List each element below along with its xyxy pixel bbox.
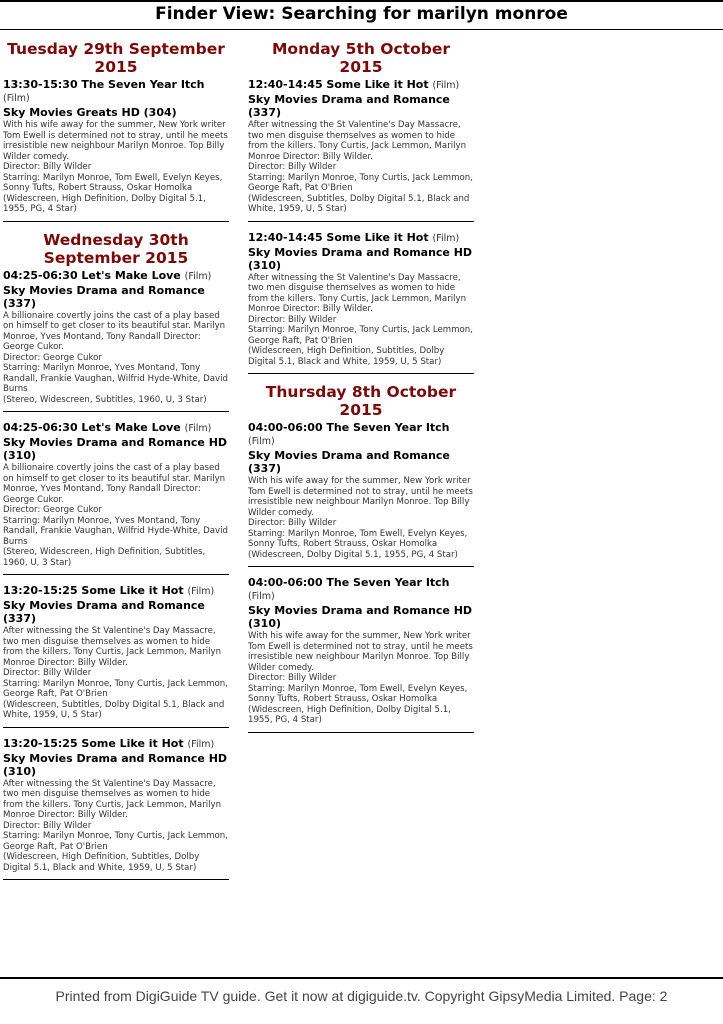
listing-time-title: 04:25-06:30 Let's Make Love — [3, 268, 181, 282]
listing-description — [248, 476, 474, 560]
listing-type: (Film) — [248, 591, 275, 602]
listing-entry — [3, 737, 229, 881]
listing-description — [3, 463, 229, 568]
listing-heading — [248, 78, 474, 92]
day-heading: Tuesday 29th September 2015 — [7, 40, 225, 76]
listing-details: (Widescreen, High Definition, Subtitles, Dolby Digital 5.1, Black and White, 1959, U, 5 Star) — [248, 346, 445, 367]
listing-channel: Sky Movies Drama and Romance HD (310) — [248, 604, 473, 630]
listing-type: (Film) — [187, 586, 215, 597]
listing-type: (Film) — [248, 436, 275, 447]
listing-director: Director: Billy Wilder — [248, 673, 337, 683]
listing-synopsis: A billionaire covertly joins the cast of a play based on himself to get closer to its beautiful star. Marilyn Monroe, Yves Montand, Tony Randall Director: George Cukor. — [3, 463, 226, 505]
page-title: Finder View: Searching for marilyn monroe — [155, 4, 568, 24]
listing-synopsis: After witnessing the St Valentine's Day Massacre, two men disguise themselves as women to hide from the killers. Tony Curtis, Jack Lemmon, Marilyn Monroe Director: Billy Wilder. — [3, 626, 222, 668]
listing-starring: Starring: Marilyn Monroe, Yves Montand, Tony Randall, Frankie Vaughan, Wilfrid Hyde-White, David Burns — [3, 515, 228, 547]
listing-time-title: 12:40-14:45 Some Like it Hot — [248, 78, 429, 91]
listing-type: (Film) — [184, 423, 212, 434]
listing-description — [3, 120, 229, 215]
listing-synopsis: With his wife away for the summer, New York writer Tom Ewell is determined not to stray, until he meets irresistible new neighbour Marilyn Monroe. Top Billy Wilder comedy. — [3, 120, 228, 162]
footer-text: Printed from DigiGuide TV guide. Get it now at digiguide.tv. Copyright GipsyMedia Limited. Page: 2 — [55, 988, 668, 1004]
entry-list — [3, 78, 229, 222]
listing-time-title: 04:00-06:00 The Seven Year Itch — [248, 421, 450, 434]
listing-channel: Sky Movies Drama and Romance HD (310) — [3, 751, 228, 778]
listing-entry — [248, 231, 474, 375]
listing-description — [248, 120, 474, 215]
listing-details: (Widescreen, High Definition, Dolby Digital 5.1, 1955, PG, 4 Star) — [248, 704, 451, 725]
listing-details: (Widescreen, Dolby Digital 5.1, 1955, PG, 4 Star) — [248, 549, 458, 560]
header-rule — [0, 0, 723, 2]
listing-channel: Sky Movies Drama and Romance (337) — [248, 449, 450, 475]
listing-type: (Film) — [3, 93, 30, 104]
listing-channel: Sky Movies Drama and Romance HD (310) — [3, 436, 228, 462]
listing-entry — [3, 584, 229, 728]
listing-details: (Widescreen, High Definition, Subtitles, Dolby Digital 5.1, Black and White, 1959, U, 5 Star) — [3, 852, 200, 873]
listing-time-title: 04:00-06:00 The Seven Year Itch — [248, 576, 450, 589]
listing-starring: Starring: Marilyn Monroe, Tony Curtis, Jack Lemmon, George Raft, Pat O'Brien — [3, 678, 228, 699]
listing-starring: Starring: Marilyn Monroe, Tom Ewell, Evelyn Keyes, Sonny Tufts, Robert Strauss, Oskar Homolka — [248, 683, 468, 704]
listing-director: Director: George Cukor — [3, 505, 102, 515]
listing-entry — [3, 269, 229, 413]
day-section — [248, 383, 474, 733]
day-heading: Monday 5th October 2015 — [272, 40, 450, 76]
listing-starring: Starring: Marilyn Monroe, Tony Curtis, Jack Lemmon, George Raft, Pat O'Brien — [248, 325, 473, 346]
listing-starring: Starring: Marilyn Monroe, Tom Ewell, Evelyn Keyes, Sonny Tufts, Robert Strauss, Oskar Homolka — [3, 172, 223, 193]
listing-time-title: 04:25-06:30 Let's Make Love — [3, 421, 181, 434]
listing-entry — [248, 576, 474, 733]
listing-time-title: 13:20-15:25 Some Like it Hot — [3, 584, 184, 597]
listing-director: Director: Billy Wilder — [248, 518, 337, 528]
entry-list — [248, 78, 474, 374]
listing-synopsis: With his wife away for the summer, New York writer Tom Ewell is determined not to stray, until he meets irresistible new neighbour Marilyn Monroe. Top Billy Wilder comedy. — [248, 476, 473, 518]
right-column — [248, 40, 474, 742]
listing-director: Director: George Cukor — [3, 352, 102, 363]
listing-heading — [248, 576, 474, 603]
listing-director: Director: Billy Wilder — [248, 314, 337, 325]
listing-synopsis: After witnessing the St Valentine's Day Massacre, two men disguise themselves as women to hide from the killers. Tony Curtis, Jack Lemmon, Marilyn Monroe Director: Billy Wilder. — [248, 120, 467, 162]
listing-details: (Widescreen, High Definition, Dolby Digital 5.1, 1955, PG, 4 Star) — [3, 193, 206, 214]
listing-details: (Stereo, Widescreen, Subtitles, 1960, U, 3 Star) — [3, 394, 207, 405]
listing-description — [3, 779, 229, 874]
listing-starring: Starring: Marilyn Monroe, Tom Ewell, Evelyn Keyes, Sonny Tufts, Robert Strauss, Oskar Homolka — [248, 528, 468, 549]
listing-time-title: 13:20-15:25 Some Like it Hot — [3, 736, 184, 750]
listing-entry — [3, 78, 229, 222]
entry-list — [3, 269, 229, 881]
listing-time-title: 13:30-15:30 The Seven Year Itch — [3, 78, 205, 91]
listing-channel: Sky Movies Drama and Romance (337) — [248, 93, 450, 119]
day-heading: Thursday 8th October 2015 — [265, 383, 457, 419]
day-section — [3, 231, 229, 881]
listing-starring: Starring: Marilyn Monroe, Yves Montand, Tony Randall, Frankie Vaughan, Wilfrid Hyde-White, David Burns — [3, 363, 228, 394]
listing-director: Director: Billy Wilder — [3, 820, 92, 831]
listing-heading — [3, 421, 229, 435]
day-heading: Wednesday 30th September 2015 — [43, 230, 189, 267]
day-section — [248, 40, 474, 374]
left-column — [3, 40, 229, 889]
title-rule — [0, 29, 723, 30]
listing-entry — [248, 78, 474, 222]
listing-starring: Starring: Marilyn Monroe, Tony Curtis, Jack Lemmon, George Raft, Pat O'Brien — [248, 172, 473, 193]
day-section — [3, 40, 229, 222]
listing-details: (Widescreen, Subtitles, Dolby Digital 5.1, Black and White, 1959, U, 5 Star) — [3, 699, 225, 720]
listing-synopsis: After witnessing the St Valentine's Day Massacre, two men disguise themselves as women to hide from the killers. Tony Curtis, Jack Lemmon, Marilyn Monroe Director: Billy Wilder. — [248, 272, 467, 314]
listing-starring: Starring: Marilyn Monroe, Tony Curtis, Jack Lemmon, George Raft, Pat O'Brien — [3, 831, 228, 852]
listing-heading — [248, 421, 474, 448]
listing-channel: Sky Movies Drama and Romance (337) — [3, 283, 205, 310]
listing-description — [3, 626, 229, 721]
listing-time-title: 12:40-14:45 Some Like it Hot — [248, 230, 429, 244]
listing-heading — [248, 231, 474, 245]
listing-channel: Sky Movies Drama and Romance HD (310) — [248, 245, 473, 272]
listing-channel: Sky Movies Greats HD (304) — [3, 106, 177, 119]
listing-heading — [3, 584, 229, 598]
footer-rule — [0, 977, 723, 979]
listing-director: Director: Billy Wilder — [3, 162, 92, 172]
listing-type: (Film) — [432, 80, 460, 91]
listing-description — [3, 311, 229, 406]
listing-heading — [3, 737, 229, 751]
listing-description — [248, 273, 474, 368]
listing-director: Director: Billy Wilder — [3, 668, 92, 678]
listing-entry — [3, 421, 229, 575]
listing-synopsis: With his wife away for the summer, New York writer Tom Ewell is determined not to stray, until he meets irresistible new neighbour Marilyn Monroe. Top Billy Wilder comedy. — [248, 631, 473, 673]
listing-type: (Film) — [184, 270, 212, 282]
listing-heading — [3, 269, 229, 283]
listing-details: (Widescreen, Subtitles, Dolby Digital 5.1, Black and White, 1959, U, 5 Star) — [248, 193, 470, 214]
listing-synopsis: After witnessing the St Valentine's Day Massacre, two men disguise themselves as women to hide from the killers. Tony Curtis, Jack Lemmon, Marilyn Monroe Director: Billy Wilder. — [3, 778, 222, 820]
listing-director: Director: Billy Wilder — [248, 162, 337, 172]
listing-details: (Stereo, Widescreen, High Definition, Subtitles, 1960, U, 3 Star) — [3, 547, 206, 568]
listing-heading — [3, 78, 229, 105]
entry-list — [248, 421, 474, 733]
listing-entry — [248, 421, 474, 567]
listing-description — [248, 631, 474, 726]
listing-channel: Sky Movies Drama and Romance (337) — [3, 599, 205, 625]
listing-synopsis: A billionaire covertly joins the cast of a play based on himself to get closer to its beautiful star. Marilyn Monroe, Yves Montand, Tony Randall Director: George Cukor. — [3, 310, 226, 352]
listing-type: (Film) — [432, 232, 460, 244]
listing-type: (Film) — [187, 738, 215, 750]
